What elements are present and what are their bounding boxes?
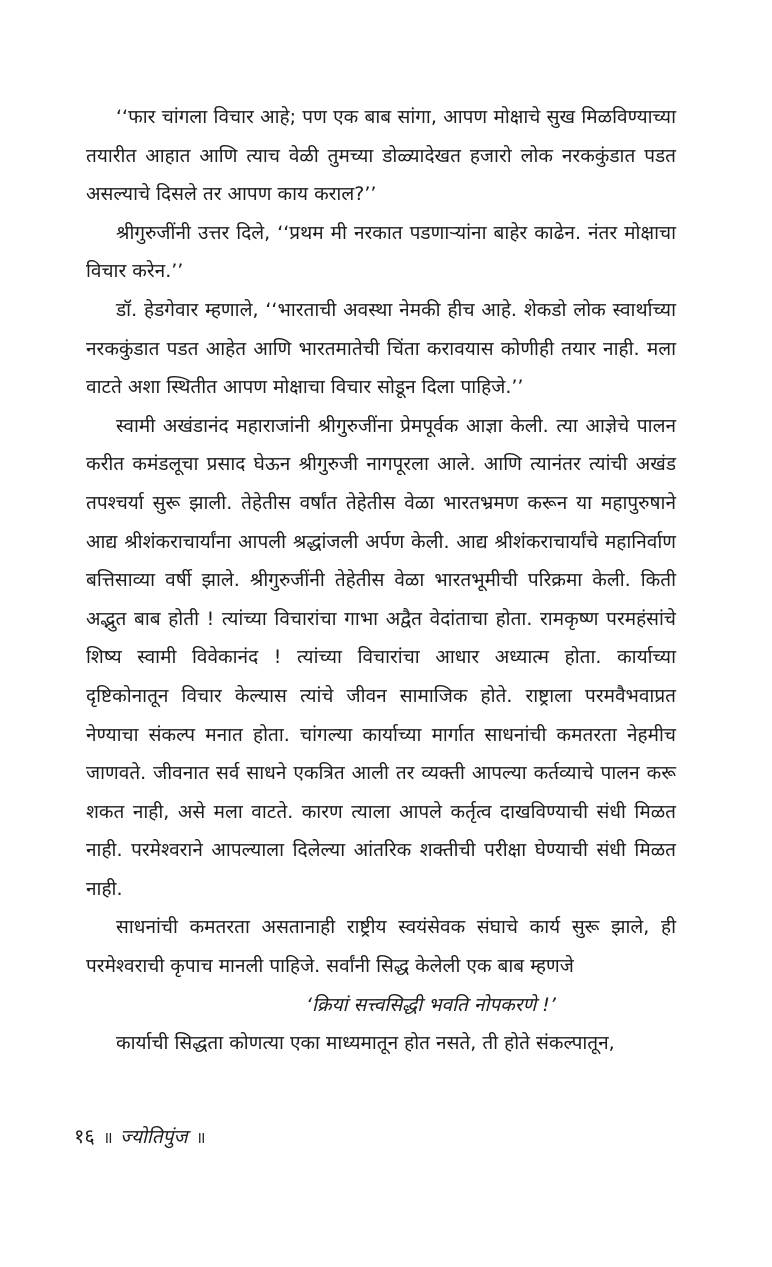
paragraph-6: कार्याची सिद्धता कोणत्या एका माध्यमातून होत नसते, ती होते संकल्पातून, bbox=[116, 1032, 615, 1055]
footer-separator-right: ॥ bbox=[195, 1128, 205, 1147]
paragraph-3: डॉ. हेडगेवार म्हणाले, ‘‘भारताची अवस्था नेमकी हीच आहे. शेकडो लोक स्वार्थाच्या नरककुंडात पडत आहेत आणि भारतमातेची चिंता करावयास कोणीही तयार नाही. मला वाटते अशा स्थितीत आपण मोक्षाचा विचार सोडून दिला पाहिजे.’’ bbox=[86, 298, 676, 399]
sanskrit-quote: ‘क्रियां सत्त्वसिद्धी भवति नोपकरणे !’ bbox=[306, 993, 556, 1016]
book-title: ज्योतिपुंज bbox=[120, 1126, 188, 1148]
body-text bbox=[86, 98, 676, 1063]
paragraph-5: साधनांची कमतरता असतानाही राष्ट्रीय स्वयंसेवक संघाचे कार्य सुरू झाले, ही परमेश्वराची कृपाच मानली पाहिजे. सर्वांनी सिद्ध केलेली एक बाब म्हणजे bbox=[86, 916, 676, 978]
paragraph-1: ‘‘फार चांगला विचार आहे; पण एक बाब सांगा, आपण मोक्षाचे सुख मिळविण्याच्या तयारीत आहात आणि त्याच वेळी तुमच्या डोळ्यादेखत हजारो लोक नरककुंडात पडत असल्याचे दिसले तर आपण काय कराल?’’ bbox=[86, 106, 676, 206]
footer-separator-left: ॥ bbox=[103, 1128, 112, 1147]
paragraph-4: स्वामी अखंडानंद महाराजांनी श्रीगुरुजींना प्रेमपूर्वक आज्ञा केली. त्या आज्ञेचे पालन करीत कमंडलूचा प्रसाद घेऊन श्रीगुरुजी नागपूरला आले. आणि त्यानंतर त्यांची अखंड तपश्चर्या सुरू झाली. तेहेतीस वर्षांत तेहेतीस वेळा भारतभ्रमण करून या महापुरुषाने आद्य श्रीशंकराचार्यांना आपली श्रद्धांजली अर्पण केली. आद्य श्रीशंकराचार्यांचे महानिर्वाण बत्तिसाव्या वर्षी झाले. श्रीगुरुजींनी तेहेतीस वेळा भारतभूमीची परिक्रमा केली. किती अद्भुत बाब होती ! त्यांच्या विचारांचा गाभा अद्वैत वेदांताचा होता. रामकृष्ण परमहंसांचे शिष्य स्वामी विवेकानंद ! त्यांच्या विचारांचा आधार अध्यात्म होता. कार्याच्या दृष्टिकोनातून विचार केल्यास त्यांचे जीवन सामाजिक होते. राष्ट्राला परमवैभवाप्रत नेण्याचा संकल्प मनात होता. चांगल्या कार्याच्या मार्गात साधनांची कमतरता नेहमीच जाणवते. जीवनात सर्व साधने एकत्रित आली तर व्यक्ती आपल्या कर्तव्याचे पालन करू शकत नाही, असे मला वाटते. कारण त्याला आपले कर्तृत्व दाखविण्याची संधी मिळत नाही. परमेश्वराने आपल्याला दिलेल्या आंतरिक शक्तीची परीक्षा घेण्याची संधी मिळत नाही. bbox=[86, 414, 676, 900]
paragraph-2: श्रीगुरुजींनी उत्तर दिले, ‘‘प्रथम मी नरकात पडणाऱ्यांना बाहेर काढेन. नंतर मोक्षाचा विचार करेन.’’ bbox=[86, 221, 676, 283]
page-number: १६ bbox=[74, 1124, 95, 1148]
page-footer bbox=[74, 1122, 207, 1149]
